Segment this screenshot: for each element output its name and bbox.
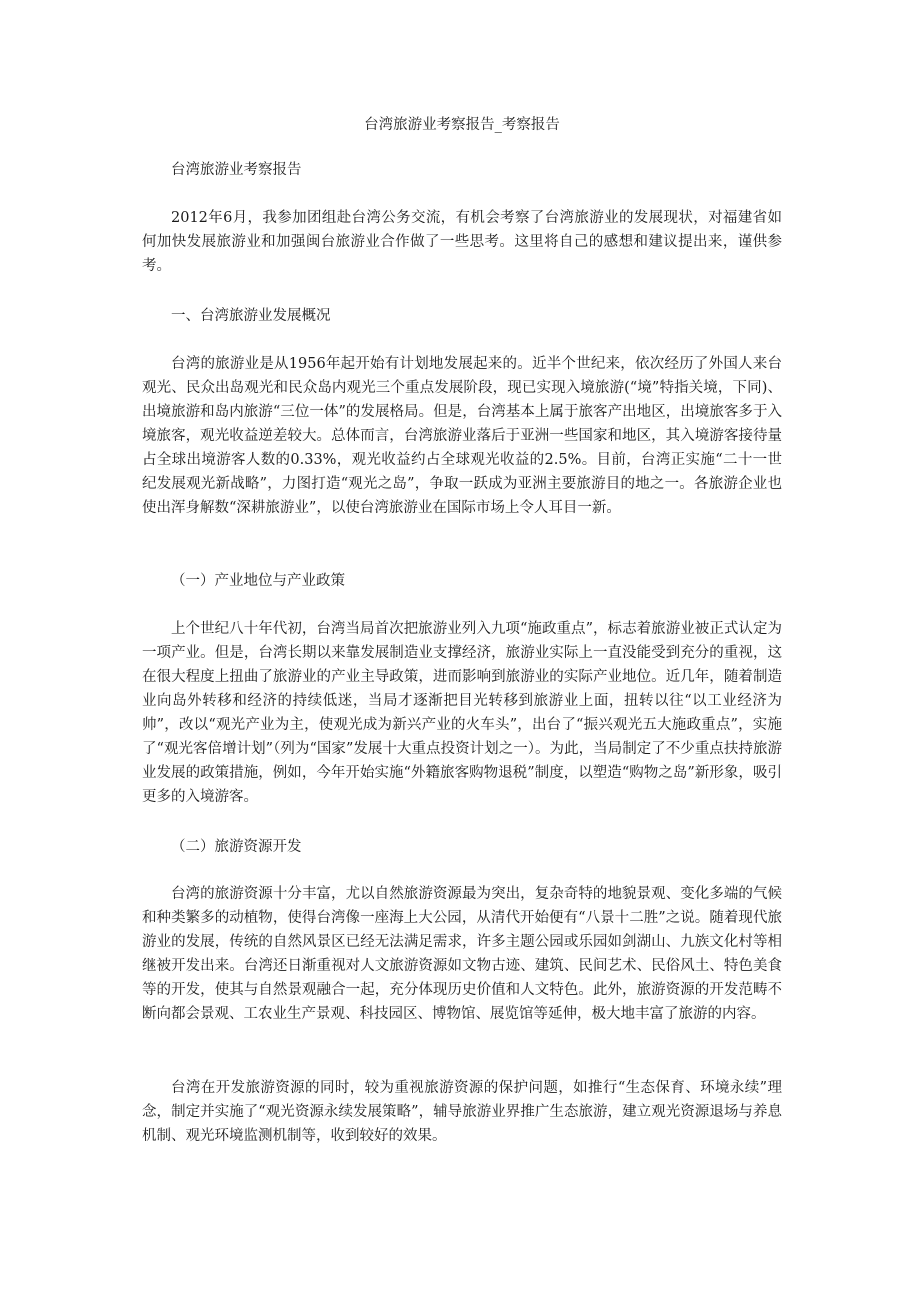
subsection-1-paragraph: 上个世纪八十年代初，台湾当局首次把旅游业列入九项“施政重点”，标志着旅游业被正式认定为一项产业。但是，台湾长期以来靠发展制造业支撑经济，旅游业实际上一直没能受到充分的重视，这在很大程度上扭曲了旅游业的产业主导政策，进而影响到旅游业的实际产业地位。近几年，随着制造业向岛外转移和经济的持续低迷，当局才逐渐把目光转移到旅游业上面，扭转以往“以工业经济为帅”，改以“观光产业为主，使观光成为新兴产业的火车头”，出台了“振兴观光五大施政重点”，实施了“观光客倍增计划”（列为“国家”发展十大重点投资计划之一）。为此，当局制定了不少重点扶持旅游业发展的政策措施，例如，今年开始实施“外籍旅客购物退税”制度，以塑造“购物之岛”新形象，吸引更多的入境游客。: [142, 621, 782, 805]
intro-paragraph: 2012年6月，我参加团组赴台湾公务交流，有机会考察了台湾旅游业的发展现状，对福建省如何加快发展旅游业和加强闽台旅游业合作做了一些思考。这里将自己的感想和建议提出来，谨供参考。: [142, 210, 782, 274]
document-title: 台湾旅游业考察报告_考察报告: [364, 117, 560, 133]
subsection-2-heading: （二）旅游资源开发: [171, 839, 302, 855]
subsection-1-heading: （一）产业地位与产业政策: [171, 573, 345, 589]
section-1-paragraph: 台湾的旅游业是从1956年起开始有计划地发展起来的。近半个世纪来，依次经历了外国人来台观光、民众出岛观光和民众岛内观光三个重点发展阶段，现已实现入境旅游(“境”特指关境，下同)、出境旅游和岛内旅游“三位一体”的发展格局。但是，台湾基本上属于旅客产出地区，出境旅客多于入境旅客，观光收益逆差较大。总体而言，台湾旅游业落后于亚洲一些国家和地区，其入境游客接待量占全球出境游客人数的0.33%，观光收益约占全球观光收益的2.5%。目前，台湾正实施“二十一世纪发展观光新战略”，力图打造“观光之岛”，争取一跃成为亚洲主要旅游目的地之一。各旅游企业也使出浑身解数“深耕旅游业”，以使台湾旅游业在国际市场上令人耳目一新。: [142, 356, 782, 516]
subsection-2-paragraph-2: 台湾在开发旅游资源的同时，较为重视旅游资源的保护问题，如推行“生态保育、环境永续”理念，制定并实施了“观光资源永续发展策略”，辅导旅游业界推广生态旅游，建立观光资源退场与养息机制、观光环境监测机制等，收到较好的效果。: [142, 1080, 782, 1144]
subsection-2-paragraph-1: 台湾的旅游资源十分丰富，尤以自然旅游资源最为突出，复杂奇特的地貌景观、变化多端的气候和种类繁多的动植物，使得台湾像一座海上大公园，从清代开始便有“八景十二胜”之说。随着现代旅游业的发展，传统的自然风景区已经无法满足需求，许多主题公园或乐园如剑湖山、九族文化村等相继被开发出来。台湾还日渐重视对人文旅游资源如文物古迹、建筑、民间艺术、民俗风土、特色美食等的开发，使其与自然景观融合一起，充分体现历史价值和人文特色。此外，旅游资源的开发范畴不断向都会景观、工农业生产景观、科技园区、博物馆、展览馆等延伸，极大地丰富了旅游的内容。: [142, 886, 782, 1022]
document-subtitle: 台湾旅游业考察报告: [171, 162, 302, 178]
section-1-heading: 一、台湾旅游业发展概况: [171, 308, 331, 324]
